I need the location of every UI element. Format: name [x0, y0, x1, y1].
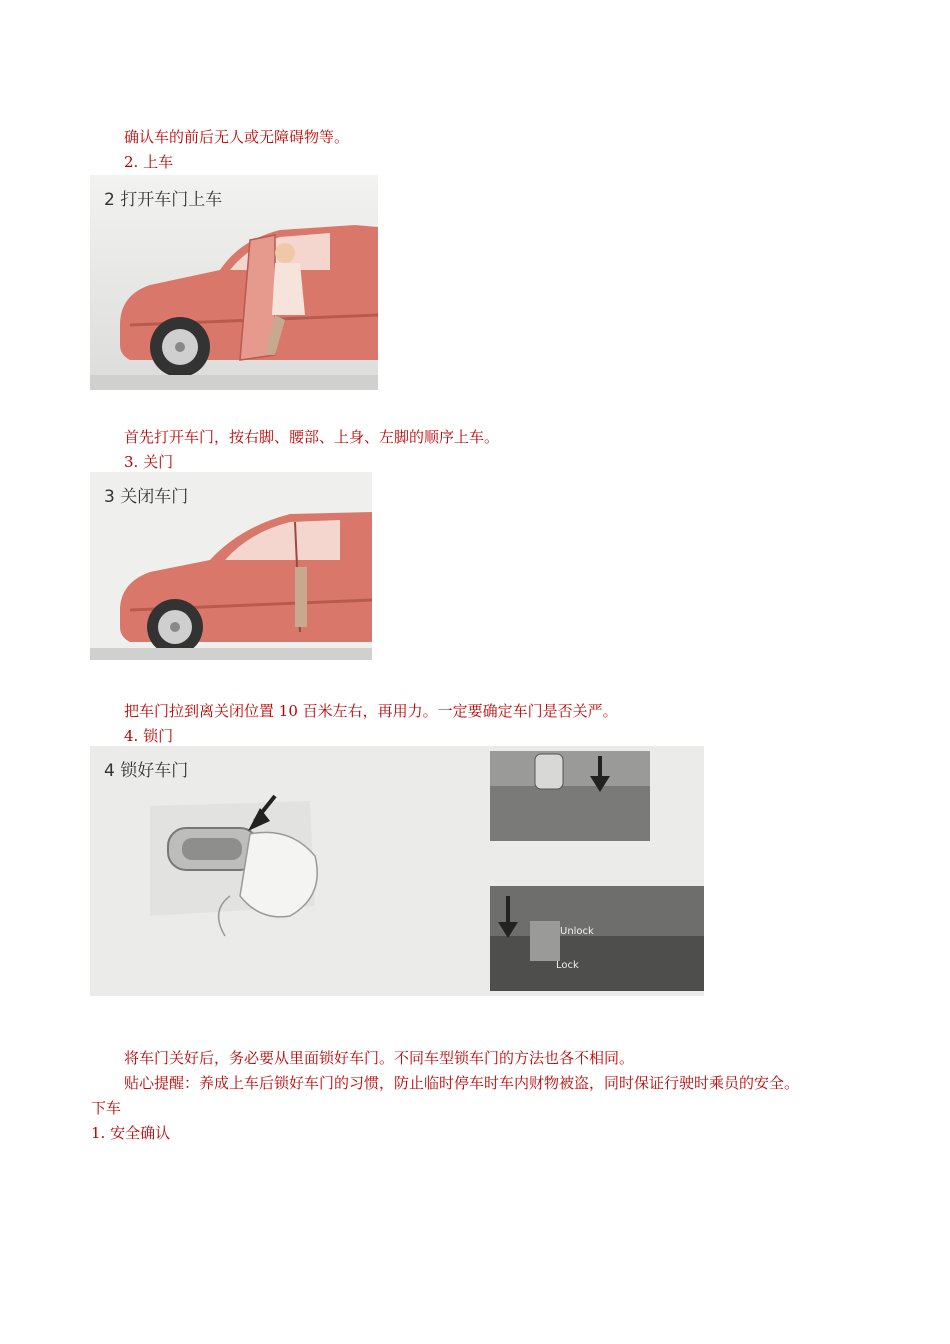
- paragraph-get-in-order: 首先打开车门，按右脚、腰部、上身、左脚的顺序上车。: [124, 428, 500, 446]
- paragraph-close-door-instructions: 把车门拉到离关闭位置 10 百米左右，再用力。一定要确定车门是否关严。: [124, 702, 618, 720]
- section-heading-get-out: 下车: [91, 1099, 122, 1117]
- unlock-label: Unlock: [560, 926, 594, 937]
- lock-door-illustration: [90, 746, 704, 996]
- figure-lock-door: [90, 746, 704, 996]
- paragraph-check-surroundings: 确认车的前后无人或无障碍物等。: [124, 128, 350, 146]
- figure-get-in-car: [90, 175, 378, 390]
- figure-caption: 3 关闭车门: [104, 487, 189, 507]
- figure-close-door: [90, 472, 372, 660]
- heading-get-in: 2. 上车: [124, 153, 174, 171]
- heading-safety-check: 1. 安全确认: [91, 1124, 171, 1142]
- lock-label: Lock: [556, 960, 579, 971]
- heading-lock-door: 4. 锁门: [124, 727, 174, 745]
- figure-caption: 2 打开车门上车: [104, 190, 223, 210]
- heading-close-door: 3. 关门: [124, 453, 174, 471]
- paragraph-lock-instructions: 将车门关好后，务必要从里面锁好车门。不同车型锁车门的方法也各不相同。: [124, 1049, 635, 1067]
- figure-caption: 4 锁好车门: [104, 761, 189, 781]
- paragraph-tip: 贴心提醒：养成上车后锁好车门的习惯，防止临时停车时车内财物被盗，同时保证行驶时乘员的安全。: [124, 1074, 800, 1092]
